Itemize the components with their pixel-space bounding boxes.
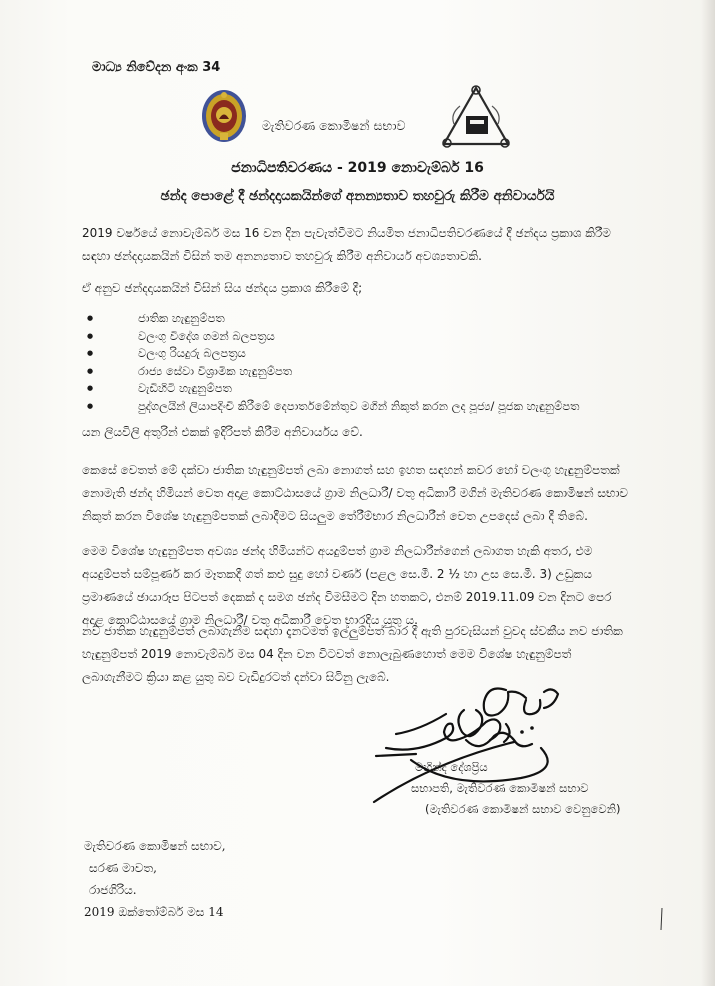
media-release-number: මාධ්‍ය නිවේදන අංක 34 xyxy=(92,60,221,75)
instruction-paragraph: ඒ අනුව ඡන්දදායකයින් විසින් සිය ඡන්දය ප්‍රකාශ කිරීමේ දී; xyxy=(82,281,363,295)
special-id-paragraph: කෙසේ වෙතත් මේ දක්වා ජාතික හැඳුනුම්පත් ලබා නොගත් සහ ඉහත සඳහන් කවර හෝ වලංගු හැඳුනුම්පතක් නොමැති ඡන්ද හිමියන් වෙත අදාළ කොට්ඨාසයේ ග්‍රාම නිලධාරී/ වතු අධිකාරී මගින් මැතිවරණ කොමිෂන් සභාව නිකුත් කරන විශේෂ හැඳුනුම්පතක් ලබාදීමට සියලුම තේරීම්භාර නිලධාරීන් වෙත උපදෙස් ලබා දී තිබේ. xyxy=(82,463,629,523)
scan-mark xyxy=(660,908,663,930)
signatory-block xyxy=(411,757,620,820)
list-item: ● වැඩිහිටි හැඳුනුම්පත xyxy=(82,380,642,398)
main-title: ඡන්ද පොළේ දී ඡන්දදායකයින්ගේ අනන්‍යතාව තහවුරු කිරීම අනිවාර්යයි xyxy=(160,188,555,204)
page-edge-shadow xyxy=(701,0,715,986)
address-line-2: සරණ මාවත, xyxy=(89,861,157,875)
document-date: 2019 ඔක්තෝම්බර් මස 14 xyxy=(84,905,224,919)
list-item: ● වලංගු රියදුරු බලපත්‍රය xyxy=(82,345,642,363)
signatory-title: සභාපති, මැතිවරණ කොමිෂන් සභාව xyxy=(411,781,589,795)
list-item: ● ජාතික හැඳුනුම්පත xyxy=(82,310,642,328)
accepted-documents-list xyxy=(82,310,642,415)
signatory-name: මහින්ද දේශප්‍රිය xyxy=(415,760,488,774)
list-item: ● පුද්ගලයින් ලියාපදිංචි කිරීමේ දෙපාර්තමේන්තුව මගින් නිකුත් කරන ලද පූජ්‍ය/ පූජක හැඳුනුම්පත xyxy=(82,398,642,416)
pending-nic-paragraph: නව ජාතික හැඳුනුම්පත් ලබාගැනීම සඳහා දැනටමත් ඉල්ලුම්පත් බාර දී ඇති පුරවැසියන් වුවද ස්වකීය නව ජාතික හැඳුනුම්පත් 2019 නොවැම්බර් මස 04 දින වන විටවත් නොලැබුණහොත් මෙම විශේෂ හැඳුනුම්පත් ලබාගැනීමට ක්‍රියා කළ යුතු බව වැඩිදුරටත් දන්වා සිටිනු ලැබේ. xyxy=(82,624,623,684)
list-item: ● වලංගු විදේශ ගමන් බලපත්‍රය xyxy=(82,328,642,346)
sri-lanka-emblem-icon xyxy=(200,88,248,144)
address-block xyxy=(84,835,226,923)
election-date-heading: ජනාධිපතිවරණය - 2019 නොවැම්බර් 16 xyxy=(231,160,484,176)
address-line-3: රාජගිරිය. xyxy=(89,883,137,897)
intro-paragraph: 2019 වර්ෂයේ නොවැම්බර් මස 16 වන දින පැවැත්වීමට නියමිත ජනාධිපතිවරණයේ දී ඡන්දය ප්‍රකාශ කිරීම සඳහා ඡන්දදායකයින් විසින් තම අනන්‍යතාව තහවුරු කිරීම අනිවාර්ය අවශ්‍යතාවකි. xyxy=(82,226,611,263)
header-organization: මැතිවරණ කොමිෂන් සභාව xyxy=(262,118,406,133)
application-paragraph: මෙම විශේෂ හැඳුනුම්පත අවශ්‍ය ඡන්ද හිමියන්ට අයදුම්පත් ග්‍රාම නිලධාරීන්ගෙන් ලබාගත හැකි අතර, එම අයදුම්පත් සම්පූර්ණ කර මෑතකදී ගත් කළු සුදු හෝ වර්ණ (පළල සෙ.මී. 2 ½ හා උස සෙ.මී. 3) උඩුකය ප්‍රමාණයේ ඡායාරූප පිටපත් දෙකක් ද සමග ඡන්ද විමසීමට දින හතකට, එනම් 2019.11.09 වන දිනට පෙර අදාළ කොට්ඨාසයේ ග්‍රාම නිලධාරී/ වතු අධිකාරී වෙත භාරදිය යුතු ය. xyxy=(82,544,612,627)
mandatory-paragraph: යන ලියවිලි අතුරින් එකක් ඉදිරිපත් කිරීම අනිවාර්යය වේ. xyxy=(82,425,363,439)
signatory-behalf: (මැතිවරණ කොමිෂන් සභාව වෙනුවෙනි) xyxy=(425,802,621,816)
list-item: ● රාජ්‍ය සේවා විශ්‍රාමික හැඳුනුම්පත xyxy=(82,363,642,381)
address-line-1: මැතිවරණ කොමිෂන් සභාව, xyxy=(84,839,226,853)
election-commission-logo-icon xyxy=(440,80,512,150)
